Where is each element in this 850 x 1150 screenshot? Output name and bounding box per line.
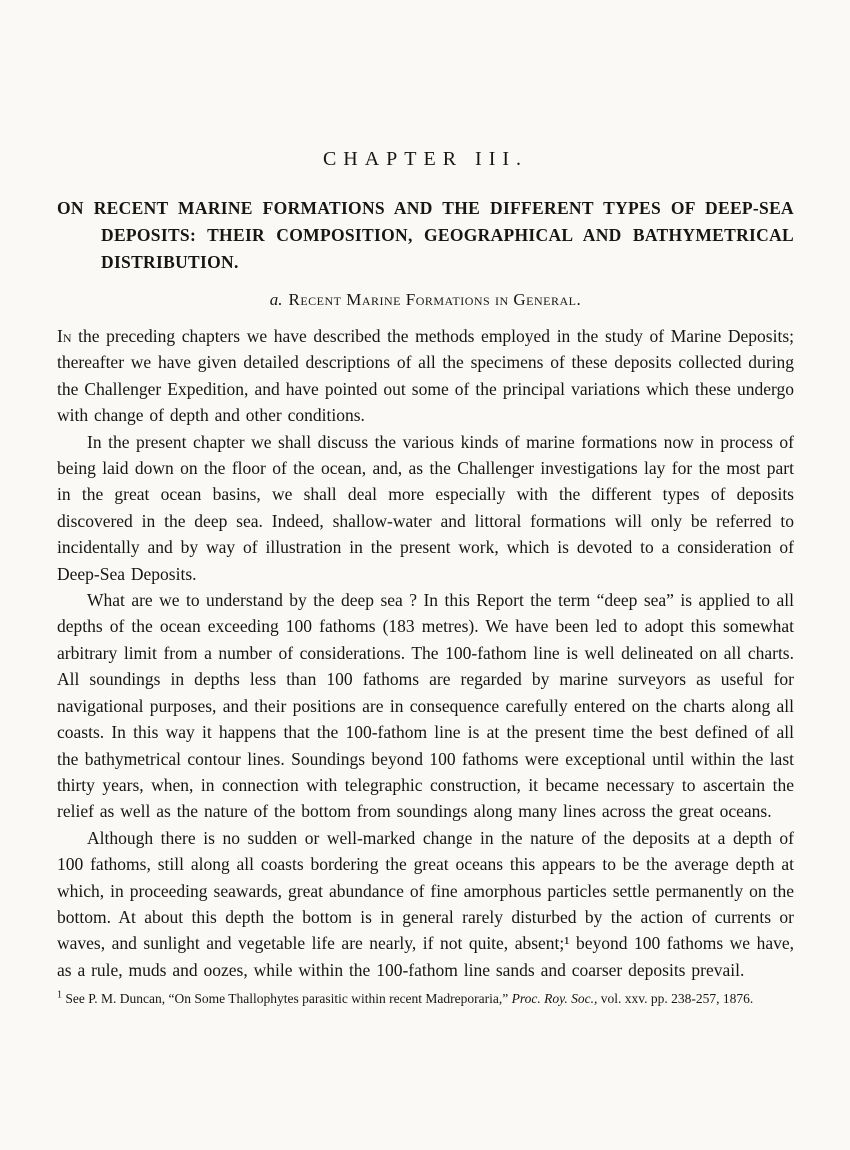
paragraph-1-rest: the preceding chapters we have described the methods employed in the study of Marine Deposits; thereafter we have given detailed descriptions of all the specimens of these deposits collected during the Challenger Expedition, and have pointed out some of the principal variations which these undergo with change of depth and other conditions.	[57, 326, 794, 426]
body-text	[57, 323, 794, 983]
section-heading-title: Recent Marine Formations in General.	[288, 290, 582, 309]
footnote-marker: 1	[57, 989, 62, 1001]
paragraph-1-lead: In	[57, 326, 72, 346]
footnote	[57, 990, 794, 1009]
main-heading: ON RECENT MARINE FORMATIONS AND THE DIFFERENT TYPES OF DEEP-SEA DEPOSITS: THEIR COMPOSITION, GEOGRAPHICAL AND BATHYMETRICAL DISTRIBUTION.	[57, 198, 794, 272]
chapter-title: CHAPTER III.	[322, 148, 529, 170]
section-heading-letter: a.	[269, 290, 283, 309]
paragraph-4: Although there is no sudden or well-marked change in the nature of the deposits at a depth of 100 fathoms, still along all coasts bordering the great oceans this appears to be the average depth at which, in proceeding seawards, great abundance of fine amorphous particles settle permanently on the bottom. At about this depth the bottom is in general rarely disturbed by the action of currents or waves, and sunlight and vegetable life are nearly, if not quite, absent;¹ beyond 100 fathoms we have, as a rule, muds and oozes, while within the 100-fathom line sands and coarser deposits prevail.	[57, 827, 794, 980]
paragraph-1	[57, 323, 794, 429]
footnote-text-before: See P. M. Duncan, “On Some Thallophytes parasitic within recent Madreporaria,”	[62, 991, 512, 1007]
paragraph-2: In the present chapter we shall discuss the various kinds of marine formations now in process of being laid down on the floor of the ocean, and, as the Challenger investigations lay for the most part in the great ocean basins, we shall deal more especially with the different types of deposits discovered in the deep sea. Indeed, shallow-water and littoral formations will only be referred to incidentally and by way of illustration in the present work, which is devoted to a consideration of Deep-Sea Deposits.	[57, 431, 794, 584]
footnote-journal: Proc. Roy. Soc.,	[511, 991, 598, 1007]
paragraph-3: What are we to understand by the deep sea ? In this Report the term “deep sea” is applied to all depths of the ocean exceeding 100 fathoms (183 metres). We have been led to adopt this somewhat arbitrary limit from a number of considerations. The 100-fathom line is well delineated on all charts. All soundings in depths less than 100 fathoms are regarded by marine surveyors as useful for navigational purposes, and their positions are in consequence carefully entered on the charts along all coasts. In this way it happens that the 100-fathom line is at the present time the best defined of all the bathymetrical contour lines. Soundings beyond 100 fathoms were exceptional until within the last thirty years, when, in connection with telegraphic construction, it became necessary to ascertain the relief as well as the nature of the bottom from soundings along many lines across the great oceans.	[57, 590, 794, 822]
section-heading	[57, 290, 794, 310]
footnote-text-after: vol. xxv. pp. 238-257, 1876.	[597, 991, 754, 1007]
